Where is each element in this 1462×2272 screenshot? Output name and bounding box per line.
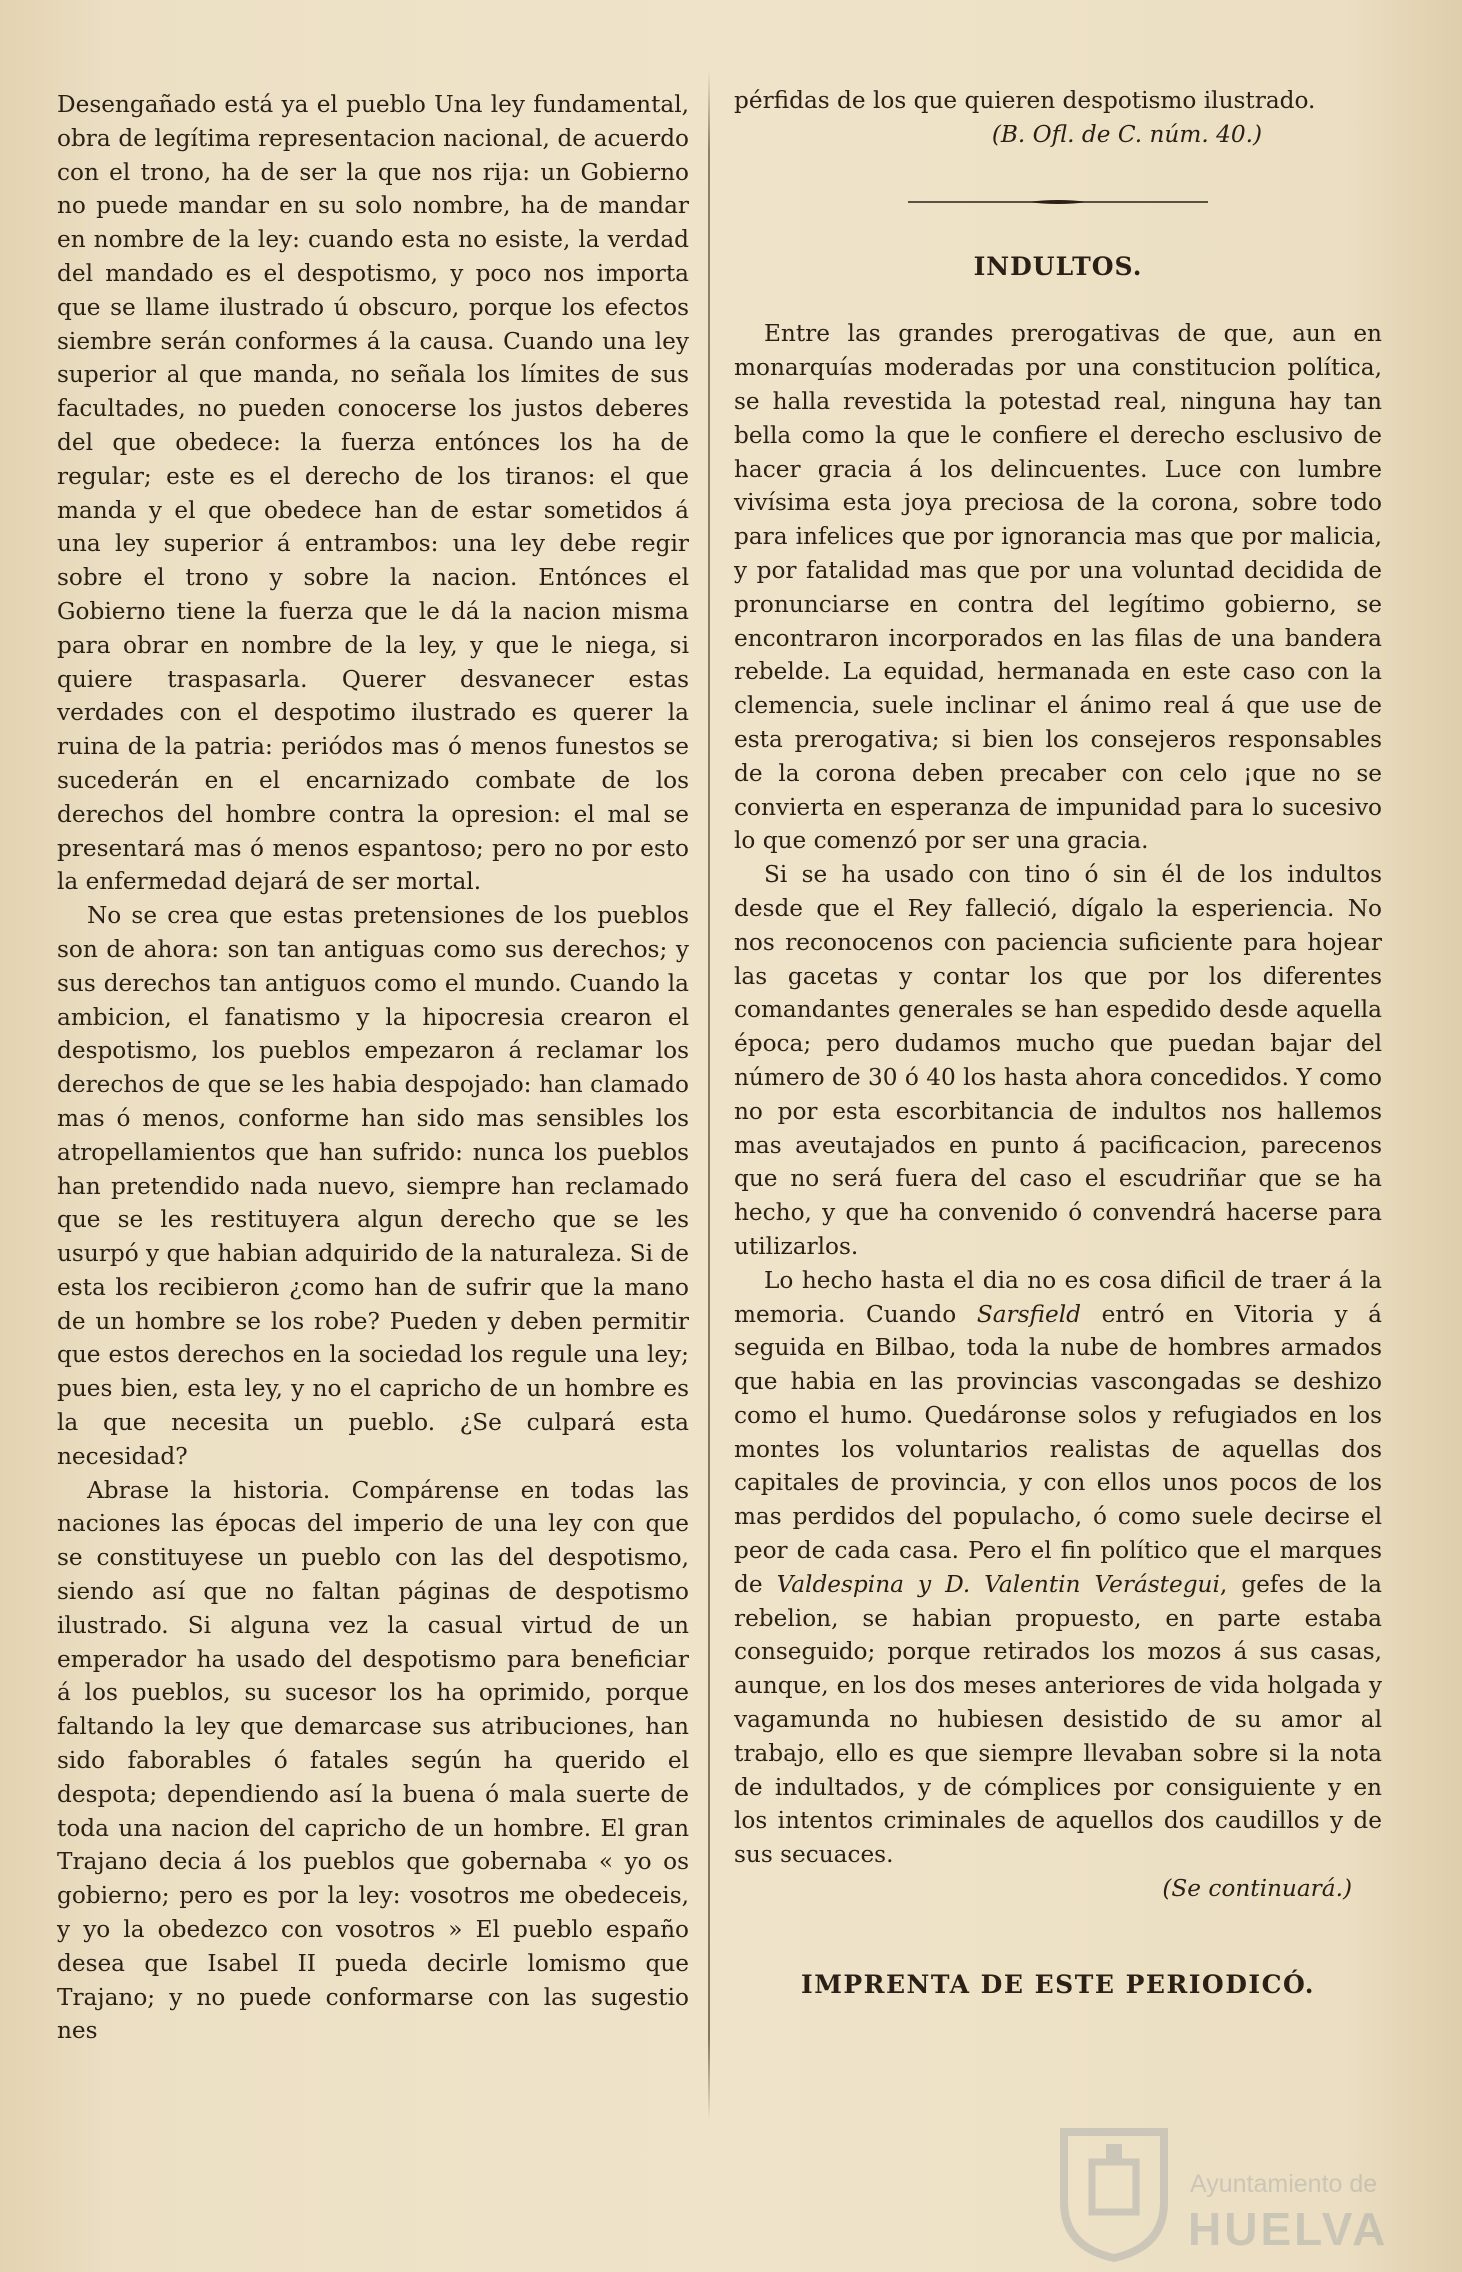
left-paragraph-3: Abrase la historia. Compárense en todas las naciones las épocas del imperio de una ley con que se constituyese un pueblo con las del despotismo, siendo así que no faltan páginas de despotismo ilustrado. Si alguna vez la casual virtud de un emperador ha usado del despotismo para beneficiar á los pueblos, su sucesor los ha oprimido, porque faltando la ley que demarcase sus atribuciones, han sido faborables ó fatales según ha querido el despota; dependiendo así la buena ó mala suerte de toda una nacion del capricho de un hombre. El gran Trajano decia á los pueblos que gobernaba « yo os gobierno; pero es por la ley: vosotros me obedeceis, y yo la obedezco con vosotros » El pueblo españo desea que Isabel II pueda decirle lomismo que Trajano; y no puede conformarse con las sugestio nes (57, 1476, 689, 2045)
p3-text-3: , gefes de la rebelion, se habian propuesto, en parte estaba conseguido; porque retirados los mozos á sus casas, aunque, en los dos meses anteriores de vida holgada y vagamunda no hubiesen desistido de su amor al trabajo, ello es que siempre llevaban sobre si la nota de indultados, y de cómplices por consiguiente y en los intentos criminales de aquellos dos caudillos y de sus secuaces. (734, 1570, 1382, 1869)
right-paragraph-1: Entre las grandes prerogativas de que, aun en monarquías moderadas por una constitucion política, se halla revestida la potestad real, ninguna hay tan bella como la que le confiere el derecho esclusivo de hacer gracia á los delincuentes. Luce con lumbre vivísima esta joya preciosa de la corona, sobre todo para infelices que por ignorancia mas que por malicia, y por fatalidad mas que por una voluntad decidida de pronunciarse en contra del legítimo gobierno, se encontraron incorporados en las filas de una bandera rebelde. La equidad, hermanada en este caso con la clemencia, suele inclinar el ánimo real á que use de esta prerogativa; si bien los consejeros responsables de la corona deben precaber con celo ¡que no se convierta en esperanza de impunidad para lo sucesivo lo que comenzó por ser una gracia. (734, 320, 1382, 855)
left-paragraph-1: Desengañado está ya el pueblo Una ley fundamental, obra de legítima representacion nacional, de acuerdo con el trono, ha de ser la que nos rija: un Gobierno no puede mandar en su solo nombre, ha de mandar en nombre de la ley: cuando esta no esiste, la verdad del mandado es el despotismo, y poco nos importa que se llame ilustrado ú obscuro, porque los efectos siembre serán conformes á la causa. Cuando una ley superior al que manda, no señala los límites de sus facultades, no pueden conocerse los justos deberes del que obedece: la fuerza entónces los ha de regular; este es el derecho de los tiranos: el que manda y el que obedece han de estar sometidos á una ley superior á entrambos: una ley debe regir sobre el trono y sobre la nacion. Entónces el Gobierno tiene la fuerza que le dá la nacion misma para obrar en nombre de la ley, y que le niega, si quiere traspasarla. Querer desvanecer estas verdades con el despotimo ilustrado es querer la ruina de la patria: periódos mas ó menos funestos se sucederán en el encarnizado combate de los derechos del hombre contra la opresion: el mal se presentará mas ó menos espantoso; pero no por esto la enfermedad dejará de ser mortal. (57, 91, 689, 896)
p3-text-1: Lo hecho hasta el dia no es cosa dificil de traer á la memoria. Cuando (734, 1266, 1382, 1328)
column-divider (708, 70, 710, 2120)
city-shield-icon (1054, 2122, 1174, 2262)
imprint-line: IMPRENTA DE ESTE PERIODICÓ. (801, 1969, 1315, 1999)
watermark-line-1: Ayuntamiento de (1190, 2170, 1378, 2198)
p3-name-sarsfield: Sarsfield (976, 1300, 1081, 1328)
right-column (734, 84, 1382, 2002)
right-paragraph-3 (734, 1264, 1382, 1872)
left-paragraph-2: No se crea que estas pretensiones de los pueblos son de ahora: son tan antiguas como sus derechos; y sus derechos tan antiguos como el mundo. Cuando la ambicion, el fanatismo y la hipocresia crearon el despotismo, los pueblos empezaron á reclamar los derechos de que se les habia despojado: han clamado mas ó menos, conforme han sido mas sensibles los atropellamientos que han sufrido: nunca los pueblos han pretendido nada nuevo, siempre han reclamado que se les restituyera algun derecho que se les usurpó y que habian adquirido de la naturaleza. Si de esta los recibieron ¿como han de sufrir que la mano de un hombre se los robe? Pueden y deben permitir que estos derechos en la sociedad los regule una ley; pues bien, esta ley, y no el capricho de un hombre es la que necesita un pueblo. ¿Se culpará esta necesidad? (57, 902, 689, 1470)
watermark-line-2: HUELVA (1188, 2203, 1389, 2255)
archive-watermark (1040, 2122, 1440, 2262)
left-column (57, 88, 689, 2048)
right-paragraph-2: Si se ha usado con tino ó sin él de los indultos desde que el Rey falleció, dígalo la esperiencia. No nos reconocenos con paciencia suficiente para hojear las gacetas y contar los que por los diferentes comandantes generales se han espedido desde aquella época; pero dudamos mucho que puedan bajar del número de 30 ó 40 los hasta ahora concedidos. Y como no por esta escorbitancia de indultos nos hallemos mas aveutajados en punto á pacificacion, parecenos que no será fuera del caso el escudriñar que se ha hecho, y que ha convenido ó convendrá hacerse para utilizarlos. (734, 861, 1382, 1260)
p3-name-valdespina: Valdespina y D. Valentin Verástegui (776, 1570, 1220, 1598)
ornamental-rule (908, 198, 1208, 206)
ornamental-rule-icon (908, 198, 1208, 206)
p3-text-2: entró en Vitoria y á seguida en Bilbao, toda la nube de hombres armados que habia en las provincias vascongadas se deshizo como el humo. Quedáronse solos y refugiados en los montes los voluntarios realistas de aquellas dos capitales de provincia, y con ellos unos pocos de los mas perdidos del populacho, ó como suele decirse el peor de cada casa. Pero el fin político que el marques de (734, 1300, 1382, 1598)
lead-in-text: pérfidas de los que quieren despotismo ilustrado. (734, 87, 1316, 114)
continue-note: (Se continuará.) (1162, 1875, 1352, 1903)
section-heading: INDULTOS. (973, 251, 1143, 281)
source-citation: (B. Ofl. de C. núm. 40.) (991, 120, 1262, 148)
